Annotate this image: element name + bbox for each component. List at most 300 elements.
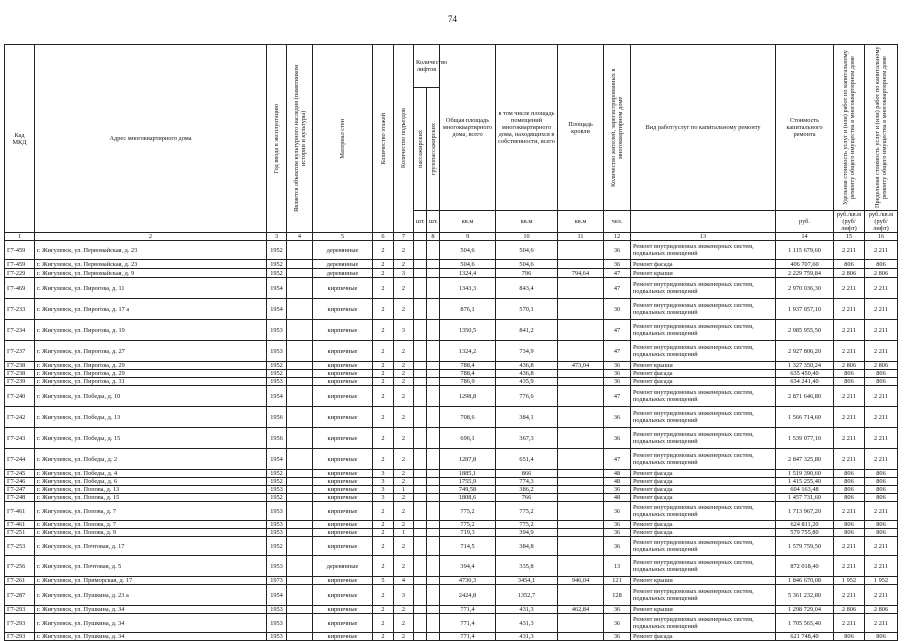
- cell-cost: 1 579 759,50: [776, 537, 834, 556]
- cell-res: 36: [604, 370, 631, 378]
- cell-res: 128: [604, 585, 631, 606]
- cell-oa: 796: [496, 269, 558, 278]
- cell-mat: кирпичные: [313, 486, 373, 494]
- cell-addr: г. Жигулевск, ул. Почтовая, д. 17: [35, 537, 267, 556]
- cell-cost: 872 018,40: [776, 556, 834, 577]
- cell-work: Ремонт внутридомовых инженерных систем, подвальных помещений: [631, 407, 776, 428]
- cell-en: 2: [394, 633, 414, 641]
- cell-en: 2: [394, 521, 414, 529]
- cell-empty: [287, 341, 313, 362]
- table-row: [5, 260, 898, 269]
- cell-addr: г. Жигулевск, ул. Первомайская, д. 23: [35, 260, 267, 269]
- cell-empty: [287, 362, 313, 370]
- cell-work: Ремонт фасада: [631, 470, 776, 478]
- header-owned-area: в том числе площадь помещений многоквартирного дома, находящихся в собственности, всего: [496, 45, 558, 211]
- cell-mat: кирпичные: [313, 320, 373, 341]
- cell-cad: Г7-251: [5, 529, 35, 537]
- cell-mc: 2 211: [865, 449, 898, 470]
- cell-mc: 2 806: [865, 606, 898, 614]
- cell-en: 2: [394, 449, 414, 470]
- cell-year: 1953: [267, 320, 287, 341]
- cell-uc: 806: [834, 470, 865, 478]
- cell-res: 47: [604, 320, 631, 341]
- cell-uc: 2 211: [834, 537, 865, 556]
- cell-empty: [414, 278, 427, 299]
- cell-uc: 2 211: [834, 556, 865, 577]
- column-number: [414, 233, 427, 241]
- cell-year: 1954: [267, 449, 287, 470]
- cell-cost: 1 115 679,60: [776, 241, 834, 260]
- cell-empty: [287, 537, 313, 556]
- cell-empty: [287, 521, 313, 529]
- cell-addr: г. Жигулевск, ул. Победы, д. 4: [35, 470, 267, 478]
- cell-fl: 2: [373, 606, 394, 614]
- column-number-row: [5, 233, 898, 241]
- cell-work: Ремонт фасада: [631, 260, 776, 269]
- column-number: 1: [5, 233, 35, 241]
- cell-res: 36: [604, 537, 631, 556]
- cell-en: 2: [394, 299, 414, 320]
- cell-empty: [427, 320, 440, 341]
- cell-oa: 384,8: [496, 537, 558, 556]
- cell-year: 1953: [267, 378, 287, 386]
- cell-uc: 806: [834, 370, 865, 378]
- cell-uc: 2 211: [834, 502, 865, 521]
- cell-empty: [427, 386, 440, 407]
- cell-cost: 634 241,40: [776, 378, 834, 386]
- cell-work: Ремонт фасада: [631, 521, 776, 529]
- cell-oa: 776,6: [496, 386, 558, 407]
- cell-cost: 624 811,20: [776, 521, 834, 529]
- cell-res: 48: [604, 478, 631, 486]
- cell-ta: 4730,3: [440, 577, 496, 585]
- cell-fl: 2: [373, 449, 394, 470]
- cell-cad: Г7-244: [5, 449, 35, 470]
- table-row: [5, 428, 898, 449]
- cell-empty: [287, 320, 313, 341]
- header-entrances: Количество подъездов: [394, 45, 414, 233]
- cell-en: 2: [394, 470, 414, 478]
- cell-ra: [558, 320, 604, 341]
- cell-work: Ремонт внутридомовых инженерных систем, подвальных помещений: [631, 278, 776, 299]
- cell-mc: 806: [865, 378, 898, 386]
- table-row: [5, 606, 898, 614]
- cell-mc: 806: [865, 633, 898, 641]
- column-number: 15: [834, 233, 865, 241]
- cell-cad: Г7-256: [5, 556, 35, 577]
- cell-ta: 1808,6: [440, 494, 496, 502]
- cell-res: 36: [604, 521, 631, 529]
- cell-res: 47: [604, 278, 631, 299]
- cell-mc: 2 211: [865, 556, 898, 577]
- cell-en: 3: [394, 269, 414, 278]
- cell-empty: [427, 362, 440, 370]
- cell-cost: 1 415 255,40: [776, 478, 834, 486]
- cell-empty: [427, 614, 440, 633]
- cell-ra: [558, 486, 604, 494]
- unit-total-area: кв.м: [440, 211, 496, 233]
- cell-addr: г. Жигулевск, ул. Первомайская, д. 9: [35, 269, 267, 278]
- cell-empty: [427, 269, 440, 278]
- cell-mat: деревянные: [313, 241, 373, 260]
- cell-empty: [414, 494, 427, 502]
- cell-fl: 2: [373, 407, 394, 428]
- cell-year: 1952: [267, 260, 287, 269]
- cell-addr: г. Жигулевск, ул. Пирогова, д. 29: [35, 362, 267, 370]
- cell-mat: деревянные: [313, 269, 373, 278]
- cell-ta: 771,4: [440, 633, 496, 641]
- cell-res: 30: [604, 299, 631, 320]
- cell-empty: [427, 370, 440, 378]
- cell-cost: 2 970 036,30: [776, 278, 834, 299]
- cell-cost: 621 748,40: [776, 633, 834, 641]
- cell-empty: [427, 260, 440, 269]
- cell-mat: кирпичные: [313, 577, 373, 585]
- cell-empty: [414, 529, 427, 537]
- cell-empty: [414, 320, 427, 341]
- cell-cost: 1 539 077,10: [776, 428, 834, 449]
- cell-mc: 1 952: [865, 577, 898, 585]
- cell-work: Ремонт внутридомовых инженерных систем, подвальных помещений: [631, 386, 776, 407]
- cell-cost: 1 713 967,20: [776, 502, 834, 521]
- unit-work: [631, 211, 776, 233]
- cell-oa: 570,1: [496, 299, 558, 320]
- cell-mc: 2 211: [865, 585, 898, 606]
- cell-mat: кирпичные: [313, 521, 373, 529]
- cell-empty: [427, 378, 440, 386]
- cell-en: 2: [394, 341, 414, 362]
- cell-oa: 504,6: [496, 260, 558, 269]
- cell-oa: 431,3: [496, 633, 558, 641]
- cell-res: 36: [604, 378, 631, 386]
- column-number: 13: [631, 233, 776, 241]
- cell-ta: 1287,8: [440, 449, 496, 470]
- cell-fl: 2: [373, 556, 394, 577]
- cell-empty: [414, 241, 427, 260]
- table-body: [5, 241, 898, 641]
- cell-cad: Г7-234: [5, 320, 35, 341]
- cell-en: 2: [394, 502, 414, 521]
- cell-en: 2: [394, 478, 414, 486]
- table-row: [5, 386, 898, 407]
- cell-empty: [287, 502, 313, 521]
- cell-work: Ремонт фасада: [631, 378, 776, 386]
- cell-empty: [427, 633, 440, 641]
- header-work-type: Вид работ/услуг по капитальному ремонту: [631, 45, 776, 211]
- cell-en: 2: [394, 241, 414, 260]
- header-max-cost: Предельная стоимость услуг и (или) работ по капитальному ремонту общего имущества в многоквартирном доме: [865, 45, 898, 211]
- cell-ta: 504,6: [440, 241, 496, 260]
- cell-cad: Г7-240: [5, 386, 35, 407]
- cell-cad: Г7-237: [5, 341, 35, 362]
- column-number: 4: [287, 233, 313, 241]
- header-cad: Кад МКД: [5, 45, 35, 233]
- cell-ra: 946,04: [558, 577, 604, 585]
- cell-fl: 2: [373, 521, 394, 529]
- cell-cad: Г7-247: [5, 486, 35, 494]
- cell-empty: [427, 478, 440, 486]
- cell-ta: 394,4: [440, 556, 496, 577]
- cell-empty: [287, 260, 313, 269]
- table-row: [5, 299, 898, 320]
- cell-cost: 579 755,80: [776, 529, 834, 537]
- cell-cost: 1 846 670,08: [776, 577, 834, 585]
- cell-addr: г. Жигулевск, ул. Победы, д. 10: [35, 386, 267, 407]
- cell-ta: 1324,2: [440, 341, 496, 362]
- cell-fl: 2: [373, 269, 394, 278]
- cell-ra: [558, 241, 604, 260]
- cell-empty: [287, 370, 313, 378]
- cell-oa: 841,2: [496, 320, 558, 341]
- cell-ra: 473,04: [558, 362, 604, 370]
- cell-fl: 2: [373, 537, 394, 556]
- column-number: 3: [267, 233, 287, 241]
- cell-ta: 788,4: [440, 370, 496, 378]
- cell-empty: [414, 502, 427, 521]
- cell-empty: [414, 407, 427, 428]
- cell-cost: 1 566 714,60: [776, 407, 834, 428]
- cell-res: 36: [604, 486, 631, 494]
- cell-oa: 734,9: [496, 341, 558, 362]
- cell-mc: 2 211: [865, 537, 898, 556]
- cell-oa: 775,2: [496, 521, 558, 529]
- cell-mc: 806: [865, 478, 898, 486]
- cell-cad: Г7-459: [5, 260, 35, 269]
- cell-addr: г. Жигулевск, ул. Попова, д. 13: [35, 486, 267, 494]
- cell-en: 2: [394, 537, 414, 556]
- cell-empty: [427, 577, 440, 585]
- cell-fl: 2: [373, 278, 394, 299]
- cell-en: 4: [394, 577, 414, 585]
- cell-en: 2: [394, 614, 414, 633]
- cell-work: Ремонт крыши: [631, 577, 776, 585]
- cell-fl: 3: [373, 478, 394, 486]
- column-number: 5: [313, 233, 373, 241]
- table-row: [5, 614, 898, 633]
- cell-uc: 806: [834, 633, 865, 641]
- cell-ra: [558, 407, 604, 428]
- unit-residents: чел.: [604, 211, 631, 233]
- cell-empty: [427, 407, 440, 428]
- cell-empty: [287, 606, 313, 614]
- column-number: 16: [865, 233, 898, 241]
- header-roof-area: Площадь кровли: [558, 45, 604, 211]
- cell-work: Ремонт внутридомовых инженерных систем, подвальных помещений: [631, 320, 776, 341]
- cell-empty: [427, 606, 440, 614]
- cell-year: 1953: [267, 502, 287, 521]
- table-row: [5, 470, 898, 478]
- cell-mat: кирпичные: [313, 341, 373, 362]
- header-lifts: Количество лифтов: [414, 45, 440, 88]
- cell-mc: 2 806: [865, 269, 898, 278]
- cell-year: 1952: [267, 494, 287, 502]
- cell-addr: г. Жигулевск, ул. Почтовая, д. 5: [35, 556, 267, 577]
- cell-cad: Г7-246: [5, 478, 35, 486]
- cell-work: Ремонт внутридомовых инженерных систем, подвальных помещений: [631, 537, 776, 556]
- unit-unit-cost: руб./кв.м (руб/лифт): [834, 211, 865, 233]
- cell-cost: 5 361 232,80: [776, 585, 834, 606]
- cell-work: Ремонт крыши: [631, 606, 776, 614]
- cell-ta: 786,9: [440, 378, 496, 386]
- header-year: Год ввода в эксплуатацию: [267, 45, 287, 233]
- cell-cad: Г7-253: [5, 537, 35, 556]
- cell-res: 47: [604, 269, 631, 278]
- cell-en: 2: [394, 278, 414, 299]
- cell-oa: 431,3: [496, 614, 558, 633]
- table-row: [5, 486, 898, 494]
- table-row: [5, 537, 898, 556]
- unit-lifts-b: шт.: [427, 211, 440, 233]
- cell-res: 47: [604, 341, 631, 362]
- cell-oa: 766: [496, 494, 558, 502]
- cell-mc: 806: [865, 529, 898, 537]
- cell-addr: г. Жигулевск, ул. Пирогова, д. 31: [35, 378, 267, 386]
- cell-ra: [558, 556, 604, 577]
- column-number: 2: [35, 233, 267, 241]
- cell-empty: [287, 614, 313, 633]
- cell-fl: 2: [373, 386, 394, 407]
- cell-empty: [427, 428, 440, 449]
- cell-ra: [558, 470, 604, 478]
- unit-max-cost: руб./кв.м (руб/лифт): [865, 211, 898, 233]
- cell-cad: Г7-469: [5, 278, 35, 299]
- cell-empty: [287, 449, 313, 470]
- header-heritage: Является объектом культурного наследия (памятником истории и культуры): [287, 45, 313, 233]
- cell-empty: [287, 299, 313, 320]
- cell-ra: [558, 478, 604, 486]
- table-row: [5, 521, 898, 529]
- cell-work: Ремонт внутридомовых инженерных систем, подвальных помещений: [631, 241, 776, 260]
- cell-mat: кирпичные: [313, 370, 373, 378]
- cell-work: Ремонт фасада: [631, 529, 776, 537]
- cell-year: 1953: [267, 486, 287, 494]
- cell-mat: кирпичные: [313, 428, 373, 449]
- cell-ta: 504,6: [440, 260, 496, 269]
- cell-ta: 2424,8: [440, 585, 496, 606]
- column-number: 8: [427, 233, 440, 241]
- header-address: Адрес многоквартирного дома: [35, 45, 267, 233]
- cell-work: Ремонт внутридомовых инженерных систем, подвальных помещений: [631, 556, 776, 577]
- cell-fl: 3: [373, 486, 394, 494]
- cell-uc: 1 952: [834, 577, 865, 585]
- cell-ra: 794,64: [558, 269, 604, 278]
- cell-mc: 2 211: [865, 299, 898, 320]
- cell-ra: [558, 633, 604, 641]
- cell-mc: 2 211: [865, 341, 898, 362]
- cell-empty: [414, 614, 427, 633]
- cell-year: 1952: [267, 537, 287, 556]
- table-row: [5, 556, 898, 577]
- cell-uc: 2 211: [834, 299, 865, 320]
- header-row: [5, 45, 898, 88]
- cell-work: Ремонт внутридомовых инженерных систем, подвальных помещений: [631, 585, 776, 606]
- cell-ra: [558, 521, 604, 529]
- cell-mat: кирпичные: [313, 407, 373, 428]
- cell-ra: [558, 299, 604, 320]
- table-row: [5, 502, 898, 521]
- cell-mat: кирпичные: [313, 606, 373, 614]
- cell-empty: [427, 529, 440, 537]
- cell-cost: 1 705 565,40: [776, 614, 834, 633]
- cell-ra: [558, 502, 604, 521]
- cell-ta: 714,5: [440, 537, 496, 556]
- cell-ra: [558, 494, 604, 502]
- table-row: [5, 633, 898, 641]
- cell-ta: 788,4: [440, 362, 496, 370]
- cell-empty: [287, 278, 313, 299]
- cell-oa: 335,8: [496, 556, 558, 577]
- cell-fl: 2: [373, 378, 394, 386]
- cell-oa: 367,3: [496, 428, 558, 449]
- cell-mat: кирпичные: [313, 470, 373, 478]
- table-row: [5, 269, 898, 278]
- cell-addr: г. Жигулевск, ул. Победы, д. 13: [35, 407, 267, 428]
- cell-fl: 5: [373, 577, 394, 585]
- cell-empty: [414, 486, 427, 494]
- cell-en: 2: [394, 556, 414, 577]
- table-row: [5, 341, 898, 362]
- cell-year: 1953: [267, 341, 287, 362]
- cell-work: Ремонт внутридомовых инженерных систем, подвальных помещений: [631, 502, 776, 521]
- header-material: Материал стен: [313, 45, 373, 233]
- cell-empty: [414, 370, 427, 378]
- cell-empty: [414, 428, 427, 449]
- cell-addr: г. Жигулевск, ул. Пирогова, д. 27: [35, 341, 267, 362]
- cell-empty: [414, 449, 427, 470]
- cell-fl: 3: [373, 470, 394, 478]
- cell-mc: 2 211: [865, 502, 898, 521]
- cell-mat: кирпичные: [313, 478, 373, 486]
- cell-empty: [414, 478, 427, 486]
- cell-mc: 2 211: [865, 428, 898, 449]
- cell-fl: 2: [373, 299, 394, 320]
- cell-empty: [427, 341, 440, 362]
- cell-oa: 504,6: [496, 241, 558, 260]
- cell-cad: Г7-239: [5, 378, 35, 386]
- cell-cad: Г7-461: [5, 502, 35, 521]
- unit-cost: руб.: [776, 211, 834, 233]
- cell-ta: 1298,8: [440, 386, 496, 407]
- cell-addr: г. Жигулевск, ул. Победы, д. 6: [35, 478, 267, 486]
- cell-ta: 1885,1: [440, 470, 496, 478]
- table-row: [5, 320, 898, 341]
- cell-fl: 2: [373, 529, 394, 537]
- cell-fl: 3: [373, 494, 394, 502]
- cell-fl: 2: [373, 370, 394, 378]
- cell-en: 3: [394, 585, 414, 606]
- cell-empty: [287, 407, 313, 428]
- cell-mc: 2 211: [865, 407, 898, 428]
- table-row: [5, 585, 898, 606]
- cell-oa: 3454,1: [496, 577, 558, 585]
- cell-oa: 843,4: [496, 278, 558, 299]
- cell-mc: 806: [865, 370, 898, 378]
- cell-mc: 806: [865, 494, 898, 502]
- cell-empty: [287, 378, 313, 386]
- cell-cost: 2 229 759,84: [776, 269, 834, 278]
- cell-mat: кирпичные: [313, 614, 373, 633]
- cell-uc: 2 211: [834, 278, 865, 299]
- cell-year: 1956: [267, 428, 287, 449]
- table-row: [5, 378, 898, 386]
- cell-year: 1953: [267, 633, 287, 641]
- cell-mc: 2 211: [865, 241, 898, 260]
- cell-year: 1952: [267, 370, 287, 378]
- cell-en: 3: [394, 320, 414, 341]
- cell-cad: Г7-459: [5, 241, 35, 260]
- cell-ta: 1324,4: [440, 269, 496, 278]
- cell-empty: [414, 470, 427, 478]
